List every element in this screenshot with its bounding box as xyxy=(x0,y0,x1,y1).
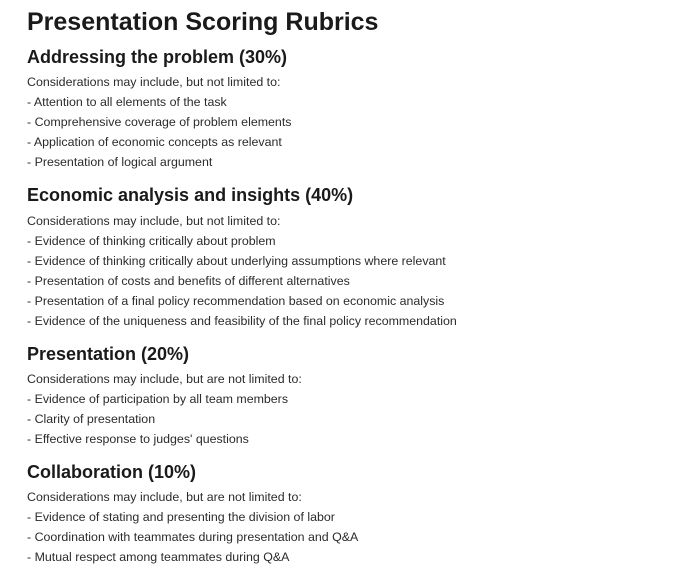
criteria-item: - Evidence of participation by all team members xyxy=(27,392,289,406)
section-heading: Collaboration (10%) xyxy=(27,462,197,482)
page-title: Presentation Scoring Rubrics xyxy=(27,8,379,36)
criteria-item: - Coordination with teammates during presentation and Q&A xyxy=(27,530,359,544)
criteria-item: - Effective response to judges' questions xyxy=(27,432,249,446)
section-heading: Presentation (20%) xyxy=(27,344,190,364)
section-intro: Considerations may include, but not limited to: xyxy=(27,214,281,228)
criteria-item: - Evidence of thinking critically about problem xyxy=(27,234,276,248)
criteria-item: - Mutual respect among teammates during Q&A xyxy=(27,550,290,564)
criteria-item: - Presentation of logical argument xyxy=(27,155,213,169)
section-heading: Addressing the problem (30%) xyxy=(27,47,288,67)
criteria-item: - Application of economic concepts as relevant xyxy=(27,135,282,149)
section-intro: Considerations may include, but are not limited to: xyxy=(27,372,302,386)
section-intro: Considerations may include, but not limited to: xyxy=(27,75,281,89)
criteria-item: - Presentation of costs and benefits of different alternatives xyxy=(27,274,350,288)
criteria-item: - Attention to all elements of the task xyxy=(27,95,227,109)
section-economic-analysis xyxy=(27,183,692,331)
criteria-item: - Clarity of presentation xyxy=(27,412,156,426)
criteria-item: - Presentation of a final policy recommendation based on economic analysis xyxy=(27,294,445,308)
criteria-item: - Evidence of stating and presenting the division of labor xyxy=(27,510,335,524)
criteria-item: - Evidence of thinking critically about underlying assumptions where relevant xyxy=(27,254,446,268)
section-addressing-the-problem xyxy=(27,45,692,172)
section-intro: Considerations may include, but are not limited to: xyxy=(27,490,302,504)
section-collaboration xyxy=(27,460,692,567)
section-presentation xyxy=(27,342,692,449)
criteria-item: - Evidence of the uniqueness and feasibility of the final policy recommendation xyxy=(27,314,457,328)
section-heading: Economic analysis and insights (40%) xyxy=(27,185,354,205)
criteria-item: - Comprehensive coverage of problem elements xyxy=(27,115,292,129)
